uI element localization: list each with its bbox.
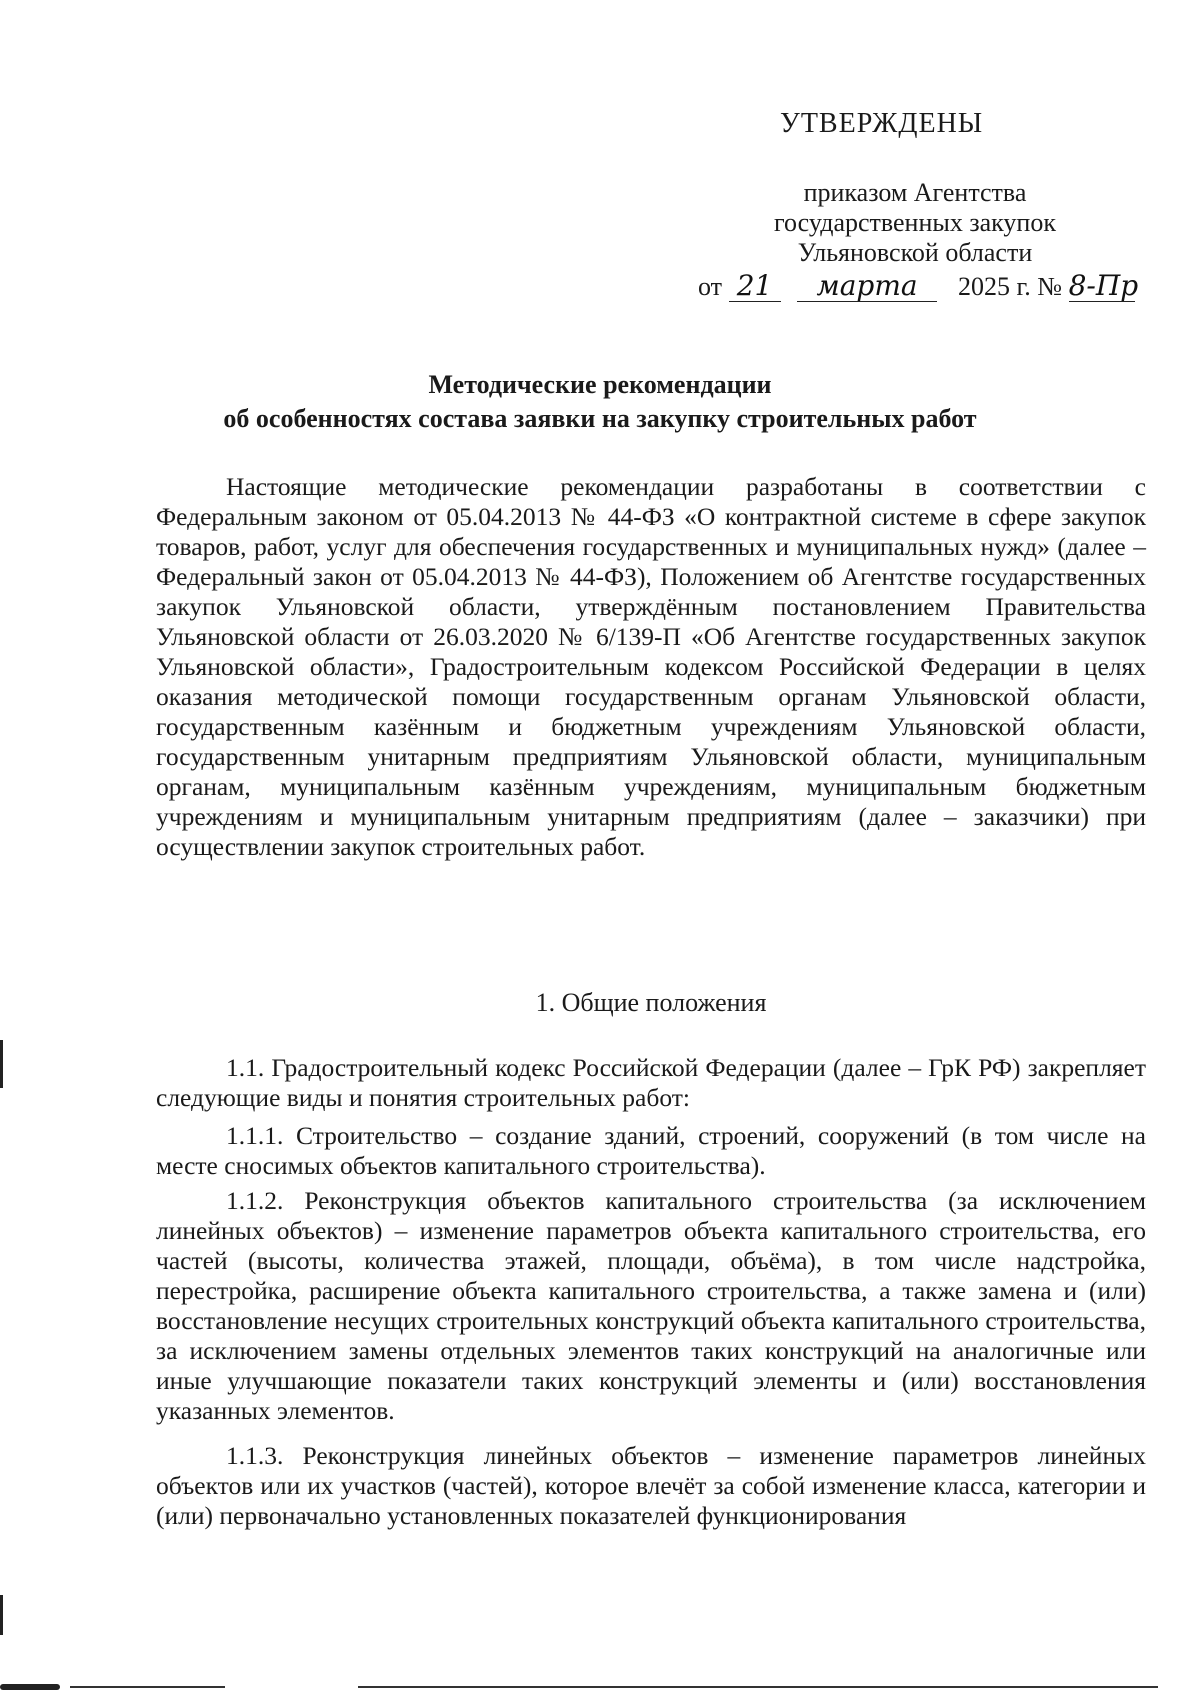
intro-paragraph: Настоящие методические рекомендации разработаны в соответствии с Федеральным законом от 05.04.2013 № 44-ФЗ «О контрактной системе в сфере закупок товаров, работ, услуг для обеспечения государственных и муниципальных нужд» (далее – Федеральный закон от 05.04.2013 № 44-ФЗ), Положением об Агентстве государственных закупок Ульяновской области, утверждённым постановлением Правительства Ульяновской области от 26.03.2020 № 6/139-П «Об Агентстве государственных закупок Ульяновской области», Градостроительным кодексом Российской Федерации в целях оказания методической помощи государственным органам Ульяновской области, государственным казённым и бюджетным учреждениям Ульяновской области, государственным унитарным предприятиям Ульяновской области, муниципальным органам, муниципальным казённым учреждениям, муниципальным бюджетным учреждениям и муниципальным унитарным предприятиям (далее – заказчики) при осуществлении закупок строительных работ. (156, 472, 1146, 861)
scan-edge-mark (0, 1595, 3, 1635)
paragraph-1-1-3: 1.1.3. Реконструкция линейных объектов – изменение параметров линейных объектов или их участков (частей), которое влечёт за собой изменение класса, категории и (или) первоначально установленных показателей функционирования (156, 1441, 1146, 1530)
approval-line-3: Ульяновской области (797, 238, 1033, 267)
handwritten-day: 21 (729, 271, 781, 302)
approval-block (690, 178, 1140, 268)
paragraph-1-1-1: 1.1.1. Строительство – создание зданий, строений, сооружений (в том числе на месте сносимых объектов капитального строительства). (156, 1121, 1146, 1180)
title-line-1: Методические рекомендации (428, 370, 772, 399)
handwritten-month: марта (797, 271, 937, 302)
paragraph-1-1: 1.1. Градостроительный кодекс Российской Федерации (далее – ГрК РФ) закрепляет следующие виды и понятия строительных работ: (156, 1053, 1146, 1112)
approval-heading: УТВЕРЖДЕНЫ (780, 108, 984, 139)
title-line-2: об особенностях состава заявки на закупку строительных работ (223, 404, 977, 433)
date-year: 2025 г. № (958, 272, 1063, 301)
approval-date-line (698, 269, 1139, 304)
scan-corner-mark (0, 1684, 60, 1690)
date-prefix: от (698, 272, 723, 301)
paragraph-1-1-2: 1.1.2. Реконструкция объектов капитального строительства (за исключением линейных объектов) – изменение параметров объекта капитального строительства, его частей (высоты, количества этажей, площади, объёма), в том числе надстройка, перестройка, расширение объекта капитального строительства, а также замена и (или) восстановление несущих строительных конструкций объекта капитального строительства, за исключением замены отдельных элементов таких конструкций на аналогичные или иные улучшающие показатели таких конструкций элементы и (или) восстановления указанных элементов. (156, 1186, 1146, 1425)
scan-bottom-line (358, 1686, 1158, 1688)
scan-bottom-line (70, 1686, 225, 1688)
document-title (130, 368, 1070, 436)
approval-line-2: государственных закупок (774, 208, 1056, 237)
approval-line-1: приказом Агентства (803, 178, 1027, 207)
handwritten-order-number: 8-Пр (1068, 269, 1139, 302)
section-1-heading: 1. Общие положения (535, 988, 767, 1017)
scan-edge-mark (0, 1040, 3, 1088)
